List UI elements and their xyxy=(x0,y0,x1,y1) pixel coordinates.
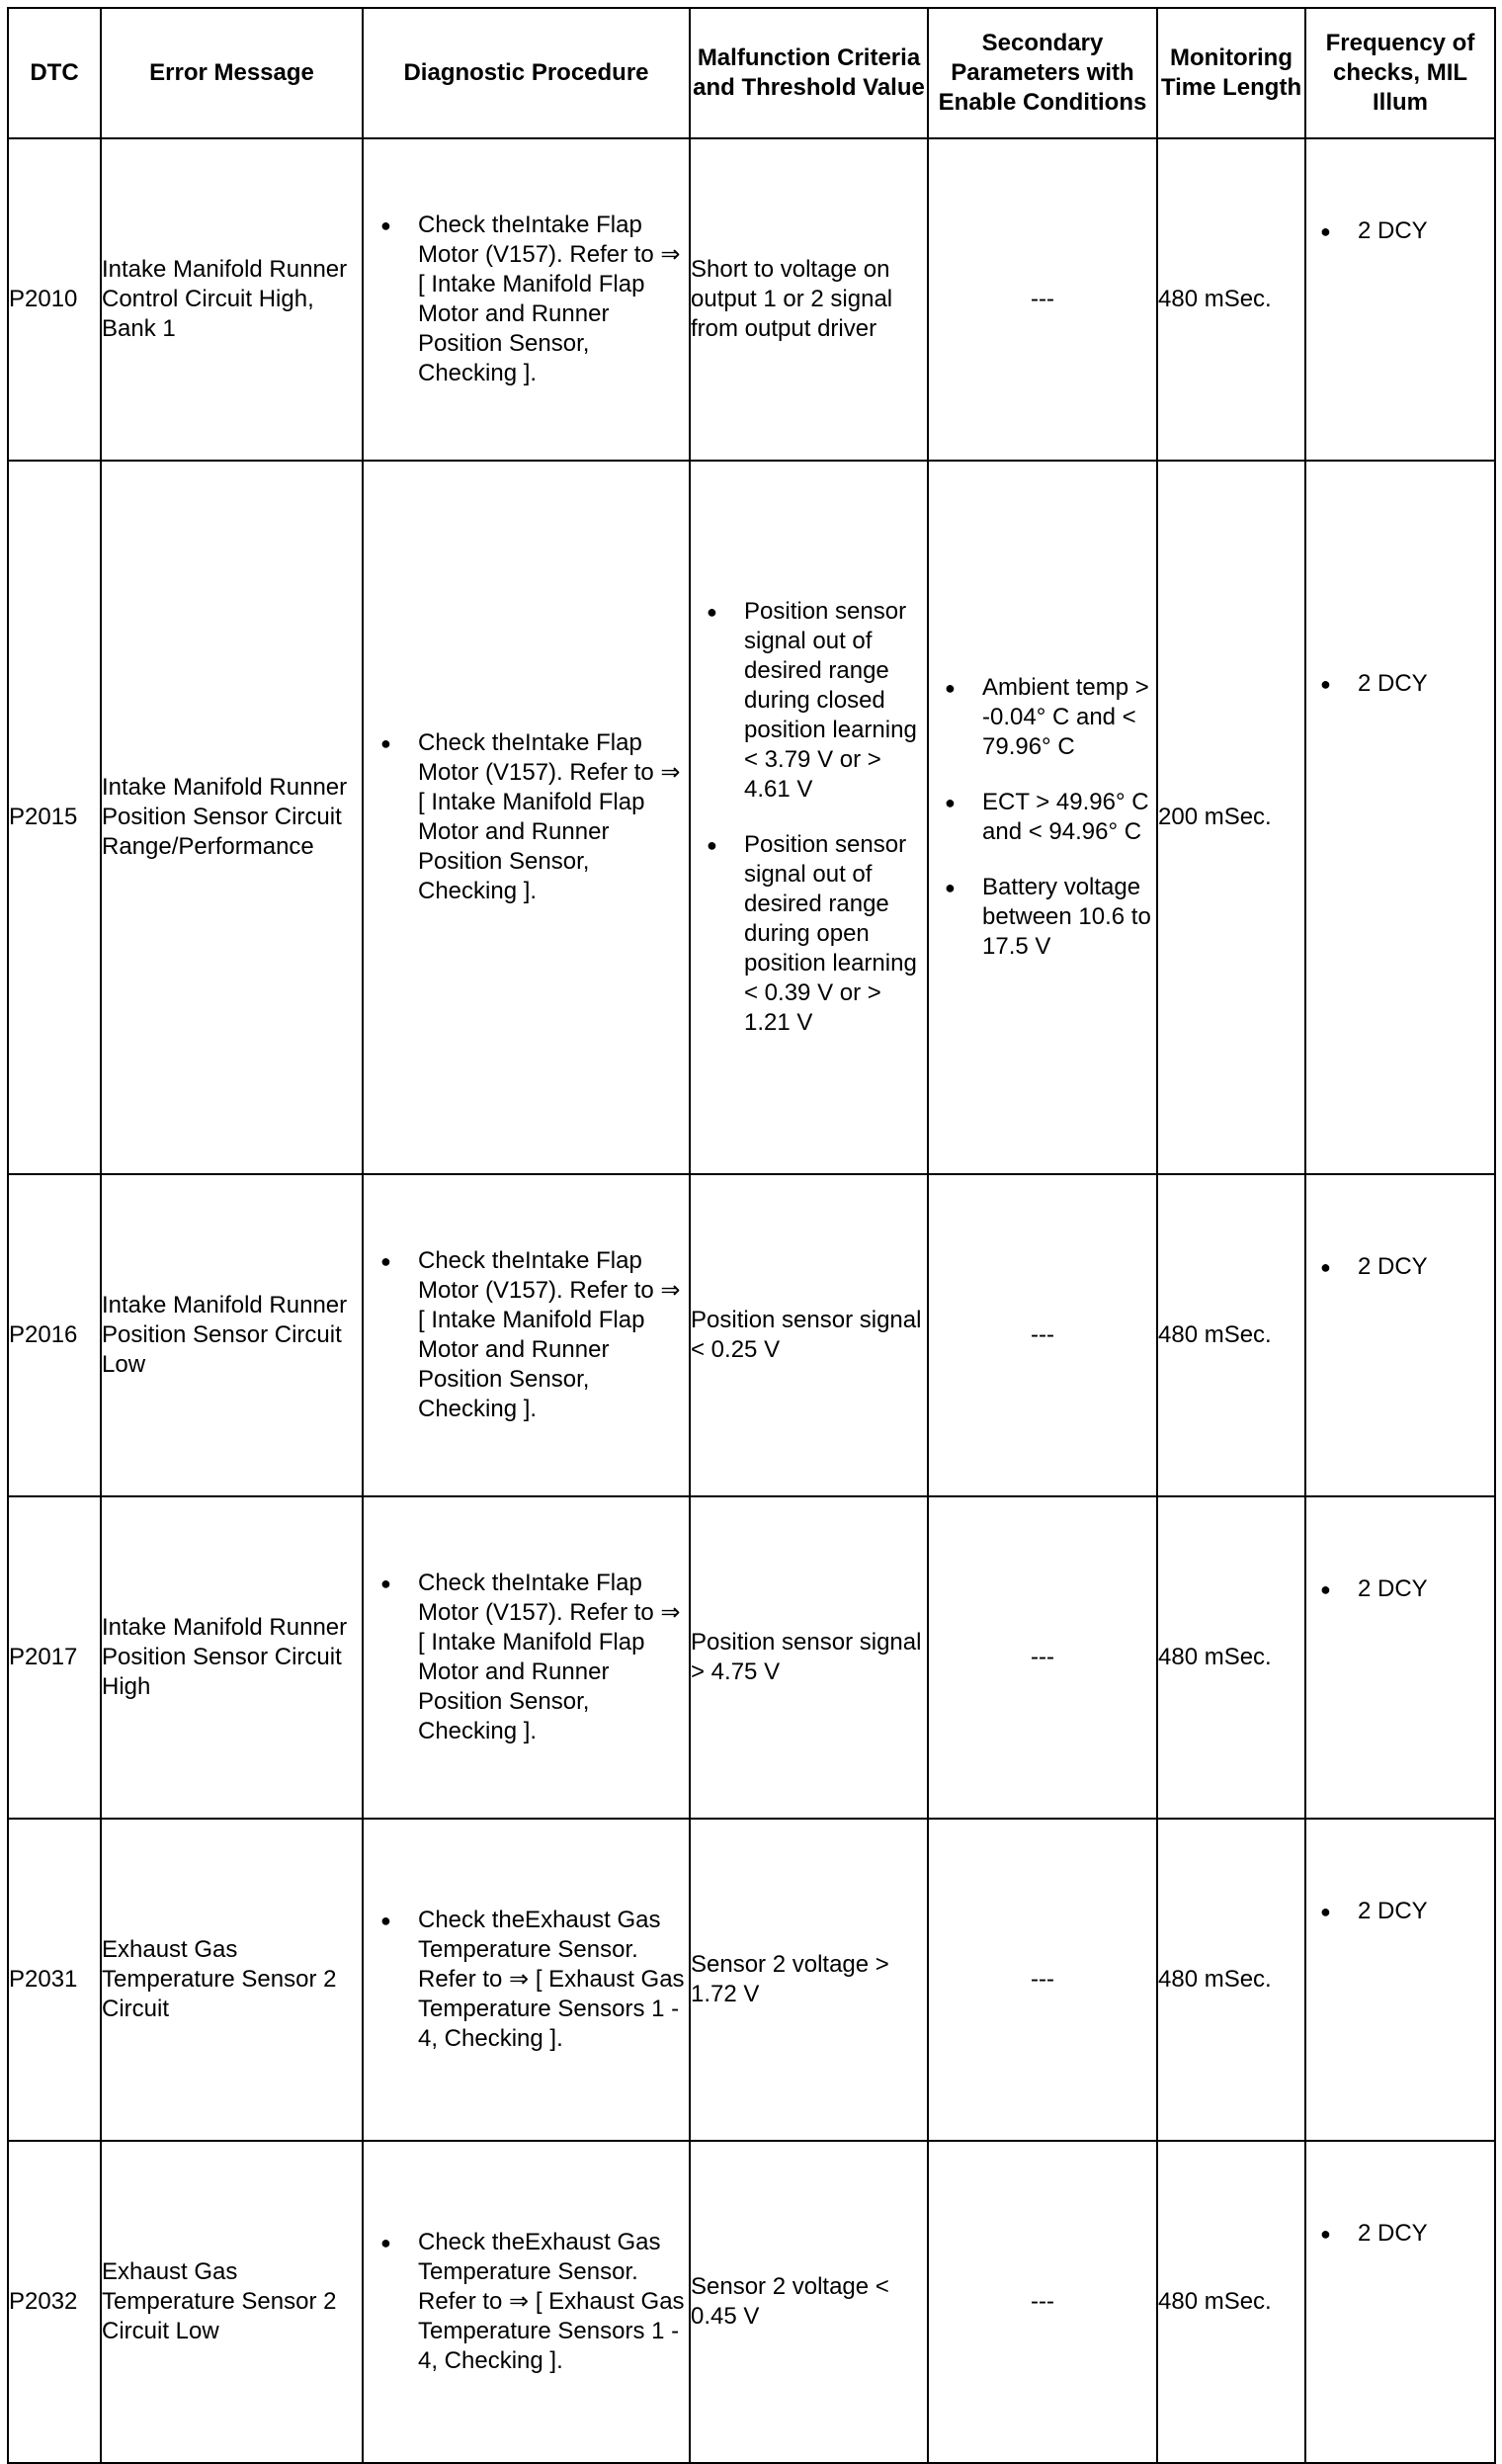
secondary-parameters: --- xyxy=(928,1819,1157,2141)
secondary-item: ● ECT > 49.96° C and < 94.96° C xyxy=(982,788,1156,847)
procedure-item: ● Check theIntake Flap Motor (V157). Refer to ⇒ [ Intake Manifold Flap Motor and Runner Position Sensor, Checking ]. xyxy=(418,728,689,906)
malfunction-criteria: Position sensor signal > 4.75 V xyxy=(690,1496,928,1819)
error-message: Exhaust Gas Temperature Sensor 2 Circuit Low xyxy=(101,2141,363,2463)
header-monitoring-time: Monitoring Time Length xyxy=(1157,8,1305,138)
header-dtc: DTC xyxy=(8,8,101,138)
header-secondary-parameters: Secondary Parameters with Enable Conditions xyxy=(928,8,1157,138)
diagnostic-procedure xyxy=(363,461,690,1174)
table-row xyxy=(8,1819,1495,2141)
frequency-item: ● 2 DCY xyxy=(1358,669,1494,699)
monitoring-time: 480 mSec. xyxy=(1157,1819,1305,2141)
procedure-item: ● Check theIntake Flap Motor (V157). Refer to ⇒ [ Intake Manifold Flap Motor and Runner Position Sensor, Checking ]. xyxy=(418,1569,689,1746)
frequency xyxy=(1305,461,1495,1174)
header-frequency: Frequency of checks, MIL Illum xyxy=(1305,8,1495,138)
secondary-parameters: --- xyxy=(928,1174,1157,1496)
procedure-item: ● Check theIntake Flap Motor (V157). Refer to ⇒ [ Intake Manifold Flap Motor and Runner Position Sensor, Checking ]. xyxy=(418,211,689,388)
frequency xyxy=(1305,1174,1495,1496)
malfunction-criteria: Sensor 2 voltage < 0.45 V xyxy=(690,2141,928,2463)
procedure-item: ● Check theIntake Flap Motor (V157). Refer to ⇒ [ Intake Manifold Flap Motor and Runner Position Sensor, Checking ]. xyxy=(418,1246,689,1424)
frequency-item: ● 2 DCY xyxy=(1358,1897,1494,1926)
frequency xyxy=(1305,1496,1495,1819)
error-message: Intake Manifold Runner Position Sensor Circuit Low xyxy=(101,1174,363,1496)
monitoring-time: 480 mSec. xyxy=(1157,1174,1305,1496)
dtc-table-wrapper xyxy=(7,7,1496,2464)
diagnostic-procedure xyxy=(363,1496,690,1819)
table-row xyxy=(8,461,1495,1174)
secondary-parameters: --- xyxy=(928,2141,1157,2463)
dtc-code: P2017 xyxy=(8,1496,101,1819)
diagnostic-procedure xyxy=(363,1174,690,1496)
frequency xyxy=(1305,1819,1495,2141)
header-row xyxy=(8,8,1495,138)
error-message: Intake Manifold Runner Control Circuit High, Bank 1 xyxy=(101,138,363,461)
malfunction-criteria: Position sensor signal < 0.25 V xyxy=(690,1174,928,1496)
monitoring-time: 200 mSec. xyxy=(1157,461,1305,1174)
header-malfunction-criteria: Malfunction Criteria and Threshold Value xyxy=(690,8,928,138)
procedure-item: ● Check theExhaust Gas Temperature Sensor. Refer to ⇒ [ Exhaust Gas Temperature Sensors 1 - 4, Checking ]. xyxy=(418,1906,689,2054)
secondary-item: ● Battery voltage between 10.6 to 17.5 V xyxy=(982,873,1156,962)
frequency-item: ● 2 DCY xyxy=(1358,2219,1494,2249)
monitoring-time: 480 mSec. xyxy=(1157,138,1305,461)
secondary-item: ● Ambient temp > -0.04° C and < 79.96° C xyxy=(982,673,1156,762)
dtc-code: P2010 xyxy=(8,138,101,461)
table-row xyxy=(8,1174,1495,1496)
dtc-code: P2032 xyxy=(8,2141,101,2463)
criteria-item: ● Position sensor signal out of desired range during open position learning < 0.39 V or > 1.21 V xyxy=(744,830,927,1038)
malfunction-criteria: Sensor 2 voltage > 1.72 V xyxy=(690,1819,928,2141)
secondary-parameters xyxy=(928,461,1157,1174)
malfunction-criteria xyxy=(690,461,928,1174)
header-diagnostic-procedure: Diagnostic Procedure xyxy=(363,8,690,138)
table-row xyxy=(8,2141,1495,2463)
frequency-item: ● 2 DCY xyxy=(1358,1574,1494,1604)
dtc-code: P2031 xyxy=(8,1819,101,2141)
diagnostic-procedure xyxy=(363,138,690,461)
secondary-parameters: --- xyxy=(928,1496,1157,1819)
secondary-parameters: --- xyxy=(928,138,1157,461)
criteria-item: ● Position sensor signal out of desired range during closed position learning < 3.79 V or > 4.61 V xyxy=(744,597,927,805)
table-row xyxy=(8,138,1495,461)
monitoring-time: 480 mSec. xyxy=(1157,1496,1305,1819)
malfunction-criteria: Short to voltage on output 1 or 2 signal from output driver xyxy=(690,138,928,461)
procedure-item: ● Check theExhaust Gas Temperature Sensor. Refer to ⇒ [ Exhaust Gas Temperature Sensors 1 - 4, Checking ]. xyxy=(418,2228,689,2376)
frequency-item: ● 2 DCY xyxy=(1358,1252,1494,1282)
frequency xyxy=(1305,138,1495,461)
monitoring-time: 480 mSec. xyxy=(1157,2141,1305,2463)
diagnostic-procedure xyxy=(363,2141,690,2463)
header-error-message: Error Message xyxy=(101,8,363,138)
frequency-item: ● 2 DCY xyxy=(1358,216,1494,246)
error-message: Intake Manifold Runner Position Sensor Circuit Range/Performance xyxy=(101,461,363,1174)
dtc-code: P2015 xyxy=(8,461,101,1174)
dtc-code: P2016 xyxy=(8,1174,101,1496)
error-message: Intake Manifold Runner Position Sensor Circuit High xyxy=(101,1496,363,1819)
dtc-table xyxy=(7,7,1496,2464)
error-message: Exhaust Gas Temperature Sensor 2 Circuit xyxy=(101,1819,363,2141)
table-row xyxy=(8,1496,1495,1819)
diagnostic-procedure xyxy=(363,1819,690,2141)
frequency xyxy=(1305,2141,1495,2463)
